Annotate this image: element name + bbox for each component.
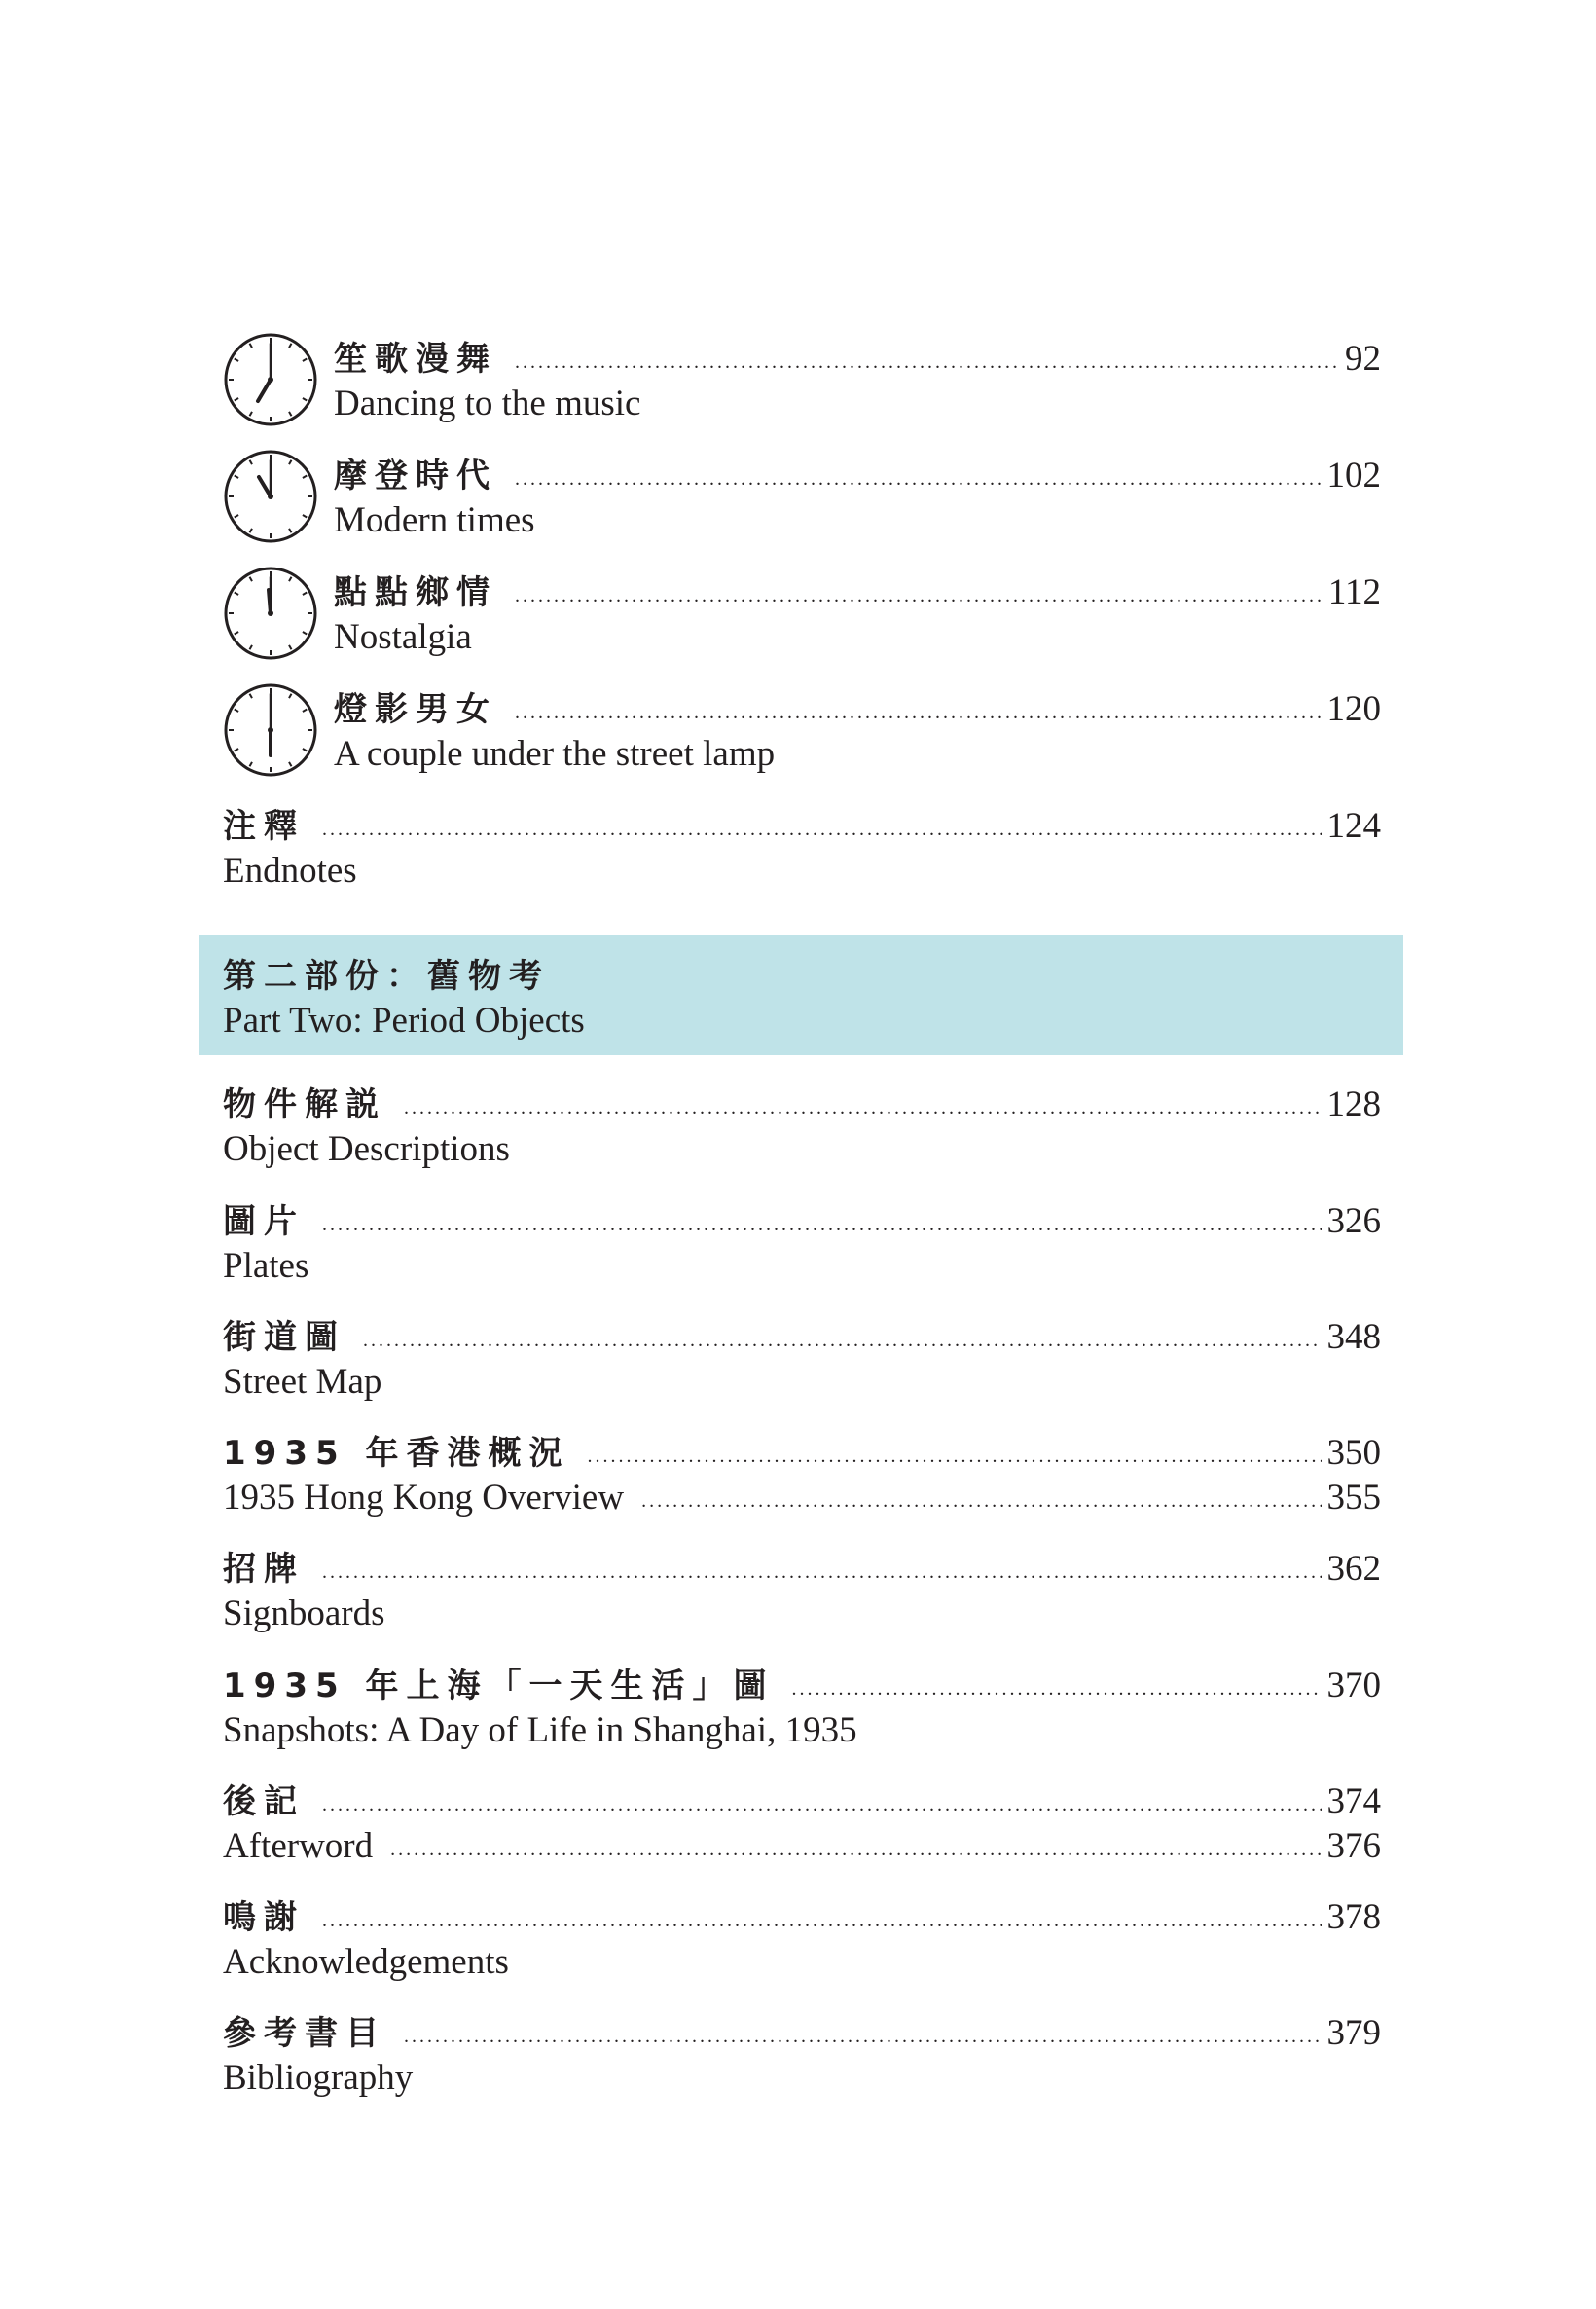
entry-title-zh: 物件解説 (223, 1085, 386, 1124)
page-number: 326 (1326, 1201, 1381, 1241)
clock-tick (289, 460, 292, 464)
clock-tick (289, 529, 292, 532)
clock-tick (235, 515, 238, 518)
page-number: 120 (1326, 689, 1381, 729)
toc-entry[interactable] (334, 337, 1381, 426)
clock-tick (289, 645, 292, 649)
clock-tick (250, 529, 253, 532)
toc-entry[interactable] (223, 1199, 1381, 1289)
page-number: 92 (1345, 339, 1381, 379)
clock-tick (235, 749, 238, 751)
entry-title-en: Plates (223, 1246, 309, 1286)
dot-leader (322, 1550, 1322, 1594)
entry-title-zh: 街道圖 (223, 1318, 345, 1357)
toc-entry[interactable] (223, 1779, 1381, 1869)
clock-tick (250, 577, 253, 581)
page-number: 370 (1326, 1666, 1381, 1705)
clock-tick (289, 694, 292, 698)
entry-title-zh: 1935 年香港概況 (223, 1434, 570, 1473)
clock-tick (250, 344, 253, 348)
clock-icon (222, 448, 319, 545)
dot-leader (404, 1085, 1322, 1130)
entry-title-zh: 圖片 (223, 1202, 305, 1241)
entry-title-zh: 燈影男女 (334, 690, 497, 729)
page-number: 378 (1326, 1897, 1381, 1937)
entry-title-en: Bibliography (223, 2058, 414, 2098)
entry-title-zh: 笙歌漫舞 (334, 340, 497, 379)
clock-tick (303, 398, 307, 401)
toc-entry[interactable] (223, 1315, 1381, 1405)
clock-tick (289, 344, 292, 348)
entry-title-en: Modern times (334, 500, 535, 540)
dot-leader (515, 573, 1323, 618)
toc-entry-endnotes[interactable] (223, 804, 1381, 894)
clock-tick (303, 359, 307, 362)
page-number: 355 (1326, 1478, 1381, 1518)
toc-entry[interactable] (223, 1082, 1381, 1172)
entry-title-zh: 後記 (223, 1782, 305, 1821)
clock-tick (303, 749, 307, 751)
entry-title-en: Dancing to the music (334, 384, 641, 423)
page-number: 128 (1326, 1084, 1381, 1124)
dot-leader (515, 457, 1322, 501)
toc-entry[interactable] (223, 1895, 1381, 1985)
dot-leader (587, 1434, 1321, 1479)
clock-tick (250, 762, 253, 766)
clock-tick (289, 577, 292, 581)
dot-leader (322, 1202, 1322, 1247)
clock-tick (235, 359, 238, 362)
dot-leader (641, 1479, 1321, 1523)
dot-leader (791, 1667, 1321, 1711)
dot-leader (390, 1827, 1321, 1872)
entry-title-zh: 摩登時代 (334, 457, 497, 495)
dot-leader (363, 1318, 1322, 1363)
dot-leader (404, 2014, 1322, 2059)
clock-tick (235, 398, 238, 401)
entry-title-zh: 點點鄉情 (334, 573, 497, 612)
dot-leader (322, 1898, 1322, 1943)
page-number: 102 (1326, 456, 1381, 495)
toc-entry[interactable] (223, 1664, 1381, 1753)
toc-entry[interactable] (334, 570, 1381, 660)
clock-tick (250, 694, 253, 698)
page-number: 112 (1327, 572, 1381, 612)
entry-title-en: Nostalgia (334, 617, 472, 657)
dot-leader (322, 1782, 1322, 1827)
clock-icon (222, 681, 319, 779)
clock-tick (235, 593, 238, 596)
page-number: 350 (1326, 1433, 1381, 1473)
toc-entry[interactable] (334, 454, 1381, 543)
clock-tick (303, 632, 307, 635)
part-two-header (199, 935, 1403, 1055)
entry-title-zh: 參考書目 (223, 2014, 386, 2053)
dot-leader (322, 807, 1322, 852)
clock-tick (235, 710, 238, 713)
clock-tick (235, 632, 238, 635)
section-title-en: Part Two: Period Objects (223, 1001, 585, 1041)
clock-tick (250, 645, 253, 649)
clock-tick (303, 593, 307, 596)
toc-entry[interactable] (223, 1431, 1381, 1521)
clock-tick (289, 762, 292, 766)
clock-icon (222, 565, 319, 662)
toc-entry[interactable] (223, 1547, 1381, 1636)
clock-tick (303, 710, 307, 713)
page-number: 376 (1326, 1826, 1381, 1866)
clock-tick (303, 476, 307, 479)
dot-leader (515, 690, 1322, 735)
page-number: 379 (1326, 2013, 1381, 2053)
entry-title-zh: 注釋 (223, 807, 305, 846)
clock-tick (303, 515, 307, 518)
clock-tick (250, 412, 253, 416)
page-number: 374 (1326, 1781, 1381, 1821)
entry-title-en: 1935 Hong Kong Overview (223, 1478, 625, 1518)
entry-title-zh: 1935 年上海「一天生活」圖 (223, 1667, 775, 1705)
entry-title-en: Street Map (223, 1362, 382, 1402)
entry-title-en: Signboards (223, 1594, 385, 1633)
clock-tick (235, 476, 238, 479)
entry-title-en: Afterword (223, 1826, 374, 1866)
section-title-zh: 第二部份：舊物考 (223, 957, 550, 996)
toc-entry[interactable] (223, 2011, 1381, 2101)
page-number: 124 (1326, 806, 1381, 846)
entry-title-en: Snapshots: A Day of Life in Shanghai, 1935 (223, 1710, 857, 1750)
clock-tick (250, 460, 253, 464)
entry-title-en: A couple under the street lamp (334, 734, 776, 774)
clock-icon (222, 331, 319, 428)
clock-tick (289, 412, 292, 416)
page-number: 362 (1326, 1549, 1381, 1589)
entry-title-en: Acknowledgements (223, 1942, 509, 1982)
entry-title-zh: 鳴謝 (223, 1898, 305, 1937)
dot-leader (515, 340, 1339, 385)
entry-title-en: Endnotes (223, 851, 357, 891)
toc-entry[interactable] (334, 687, 1381, 777)
entry-title-en: Object Descriptions (223, 1129, 510, 1169)
entry-title-zh: 招牌 (223, 1550, 305, 1589)
page-number: 348 (1326, 1317, 1381, 1357)
